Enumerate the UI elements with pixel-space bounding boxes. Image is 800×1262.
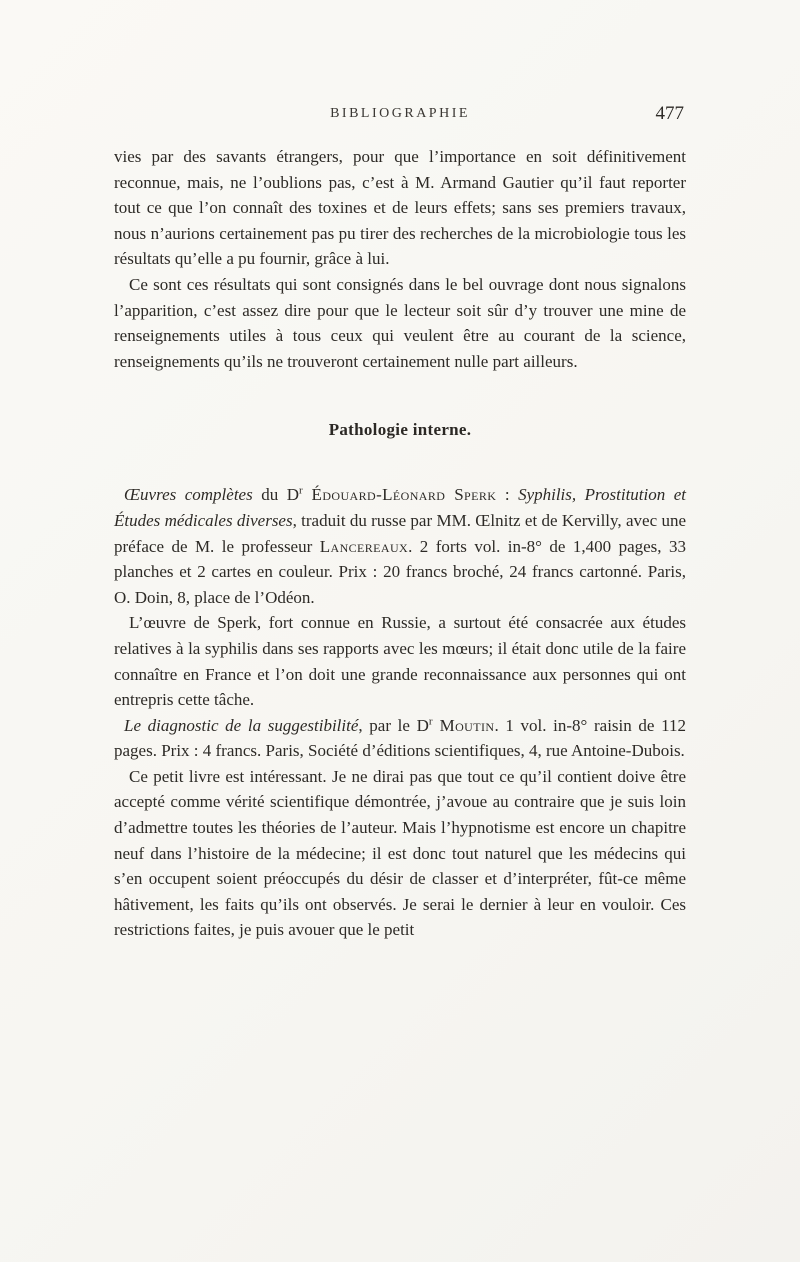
entry-details: . 1 vol. in-8° raisin de 112 pages. Prix : 4 francs. Paris, Société d’éditions scientifiques, 4, rue Antoine-Dubois. [114,715,686,761]
entry-title: Le diagnostic de la suggestibilité [124,715,359,735]
entry-colon: : [496,485,519,505]
running-head-title: BIBLIOGRAPHIE [330,106,470,121]
superscript-r: r [298,484,303,497]
paragraph-moutin-review: Ce petit livre est intéressant. Je ne dirai pas que tout ce qu’il contient doive être accepté comme vérité scientifique démontrée, j’avoue au contraire que je suis loin d’admettre toutes les théories de l’auteur. Mais l’hypnotisme est encore un chapitre neuf dans l’histoire de la médecine; il est donc tout naturel que les médecins qui s’en occupent soient préoccupés du désir de classer et d’interpréter, fût-ce même hâtivement, les faits qu’ils ont observés. Je serai le dernier à leur en vouloir. Ces restrictions faites, je puis avouer que le petit [114,766,686,940]
paragraph-continuation: vies par des savants étrangers, pour que l’importance en soit définitivement reconnue, mais, ne l’oublions pas, c’est à M. Armand Gautier qu’il faut reporter tout ce que l’on connaît des toxines et de leurs effets; sans ses premiers travaux, nous n’aurions certainement pas pu tirer des recherches de la microbiologie tous les résultats qu’elle a pu fournir, grâce à lui. [114,147,686,269]
entry-title: Œuvres complètes [124,485,253,505]
entry-details: . 2 forts vol. in-8° de 1,400 pages, 33 planches et 2 cartes en couleur. Prix : 20 francs broché, 24 francs cartonné. Paris, O. Doin, 8, place de l’Odéon. [114,536,686,607]
entry-editor: Lancereaux [319,536,409,556]
book-entry-sperk [114,482,686,610]
section-heading: Pathologie interne. [328,420,472,440]
entry-text: du D [252,485,299,505]
book-entry-moutin [114,713,686,764]
entry-author: Édouard-Léonard Sperk [302,485,497,505]
page-header [114,103,686,130]
entry-text: , traduit du russe par MM. Œlnitz et de Kervilly, avec une préface de M. le professeur [114,510,686,556]
page-number: 477 [655,103,684,124]
entry-works: Syphilis, Prostitution et Études médicales diverses [114,485,686,530]
entry-text: , par le D [358,715,429,735]
superscript-r: r [428,715,433,728]
entry-author: Moutin [432,715,495,735]
paragraph-sperk-review: L’œuvre de Sperk, fort connue en Russie, a surtout été consacrée aux études relatives à la syphilis dans ses rapports avec les mœurs; il était donc utile de la faire connaître en France et l’on doit une grande reconnaissance aux personnes qui ont entrepris cette tâche. [114,613,686,710]
paragraph-results: Ce sont ces résultats qui sont consignés dans le bel ouvrage dont nous signalons l’apparition, c’est assez dire pour que le lecteur soit sûr d’y trouver une mine de renseignements utiles à tous ceux qui veulent être au courant de la science, renseignements qu’ils ne trouveront certainement nulle part ailleurs. [114,274,686,371]
